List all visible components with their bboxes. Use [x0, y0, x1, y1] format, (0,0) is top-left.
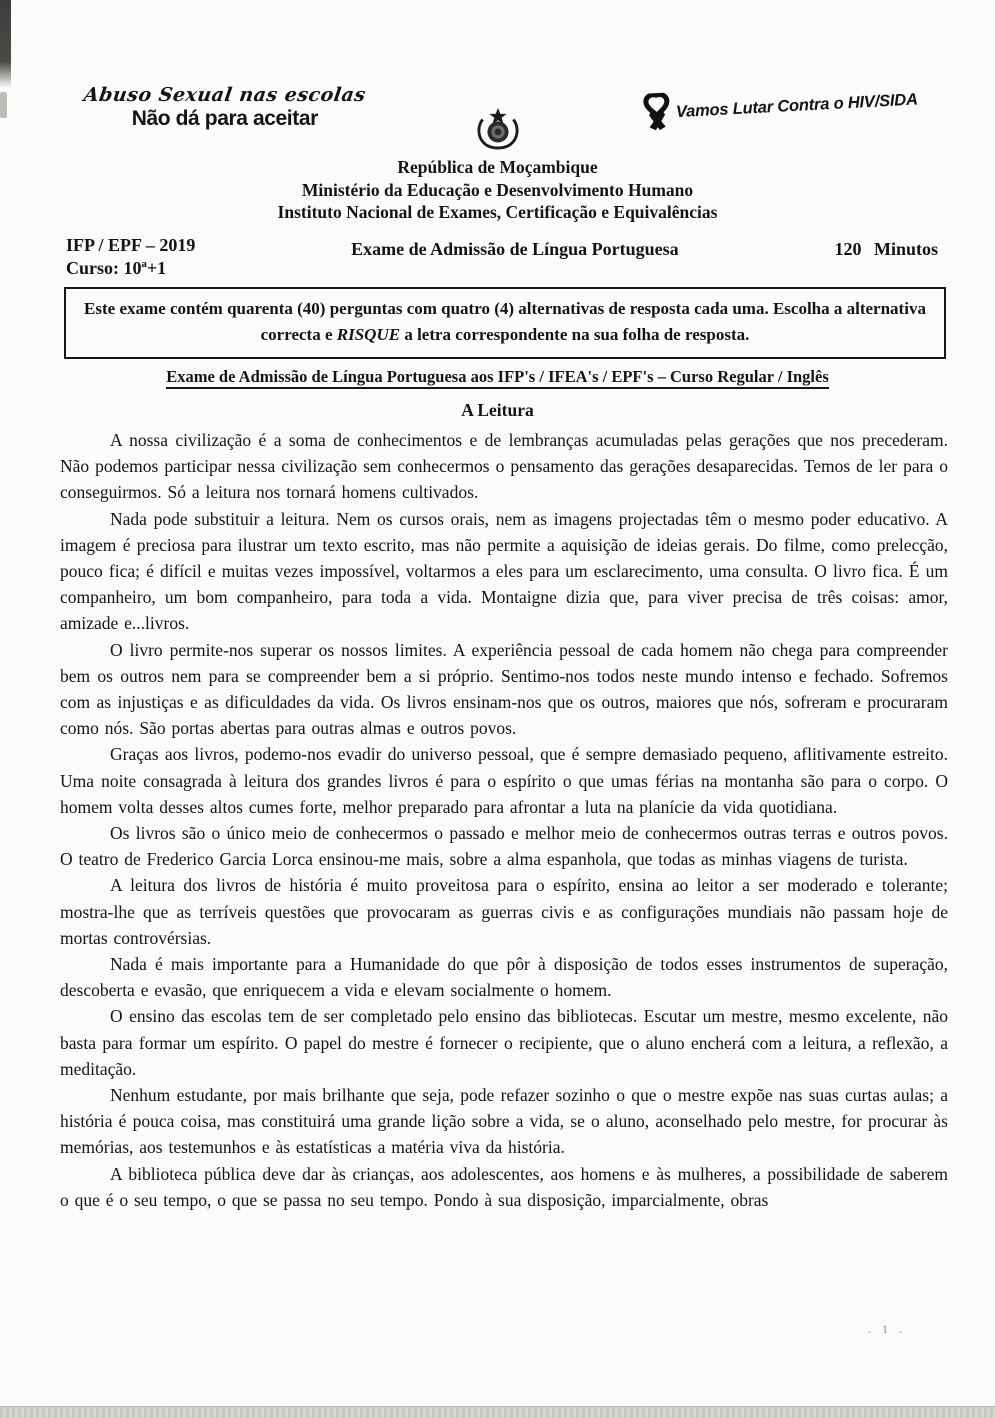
- passage-paragraph: O livro permite-nos superar os nossos limites. A experiência pessoal de cada homem não chega para compreender bem os outros nem para se compreender bem a si próprio. Sentimo-nos todos neste mundo intenso e fechado. Sofremos com as injustiças e as dificuldades da vida. Os livros ensinam-nos que os outros, maiores que nós, sofreram e procuraram como nós. São portas abertas para outras almas e outros povos.: [60, 639, 948, 739]
- passage-paragraph: A biblioteca pública deve dar às crianças, aos adolescentes, aos homens e às mulheres, a possibilidade de saberem o que é o seu tempo, o que se passa no seu tempo. Pondo à sua disposição, imparcialmente, obras: [60, 1163, 948, 1210]
- instruction-box: [64, 287, 946, 359]
- passage-paragraph: A leitura dos livros de história é muito proveitosa para o espírito, ensina ao leitor a ser moderado e tolerante; mostra-lhe que as terríveis questões que provocaram as guerras civis e as configurações mundiais não passam hoje de mortas controvérsias.: [60, 875, 948, 948]
- header-institute: Instituto Nacional de Exames, Certificação e Equivalências: [277, 202, 718, 222]
- passage-paragraph: Os livros são o único meio de conhecermos o passado e melhor meio de conhecermos outras terras e outros povos. O teatro de Frederico Garcia Lorca ensinou-me mais, sobre a alma espanhola, que todas as minhas viagens de turista.: [60, 823, 948, 870]
- exam-duration: 120 Minutos: [834, 239, 938, 259]
- exam-code-block: [66, 234, 195, 280]
- exam-info-row: [66, 234, 938, 280]
- instruction-text-part1: Este exame contém quarenta (40) perguntas com quatro (4) alternativas de resposta cada uma. Escolha a alternativa correcta e: [84, 299, 926, 344]
- instruction-text-part2: a letra correspondente na sua folha de resposta.: [400, 325, 750, 344]
- campaign-abuse-bold-line: Não dá para aceitar: [131, 107, 318, 130]
- passage-paragraph: Graças aos livros, podemo-nos evadir do universo pessoal, que é sempre demasiado pequeno, aflitivamente estreito. Uma noite consagrada à leitura dos grandes livros é para o espírito o que umas férias na montanha são para o corpo. O homem volta desses altos cumes forte, melhor preparado para afrontar a luta na planície da vida quotidiana.: [60, 744, 948, 817]
- passage-paragraph: O ensino das escolas tem de ser completado pelo ensino das bibliotecas. Escutar um mestre, mesmo excelente, não basta para formar um espírito. O papel do mestre é fornecer o recipiente, que o aluno encherá com a leitura, a reflexão, a meditação.: [60, 1006, 948, 1079]
- header-country: República de Moçambique: [397, 157, 598, 177]
- reading-passage: [60, 427, 948, 1213]
- government-header: [0, 156, 995, 224]
- page-marker: . 1 .: [868, 1322, 906, 1336]
- passage-paragraph: Nada é mais importante para a Humanidade do que pôr à disposição de todos esses instrumentos de superação, descoberta e evasão, que enriquecem a vida e elevam socialmente o homem.: [60, 954, 948, 1001]
- section-heading: Exame de Admissão de Língua Portuguesa aos IFP's / IFEA's / EPF's – Curso Regular / Inglês: [0, 367, 995, 387]
- scan-artifact-bottom-edge: [0, 1406, 995, 1418]
- campaign-hiv-label: Vamos Lutar Contra o HIV/SIDA: [675, 89, 919, 121]
- campaign-abuse-script-line: Abuso Sexual nas escolas: [82, 84, 368, 106]
- scan-artifact-left-edge: [0, 0, 11, 88]
- header-ministry: Ministério da Educação e Desenvolvimento Humano: [301, 179, 694, 200]
- passage-paragraph: A nossa civilização é a soma de conhecimentos e de lembranças acumuladas pelas gerações que nos precederam. Não podemos participar nessa civilização sem conhecermos o pensamento das gerações desaparecidas. Temos de ler para o conseguirmos. Só a leitura nos tornará homens cultivados.: [60, 430, 948, 503]
- exam-title: Exame de Admissão de Língua Portuguesa: [351, 239, 679, 259]
- exam-code: IFP / EPF – 2019: [66, 235, 196, 255]
- instruction-emphasis: RISQUE: [336, 325, 401, 344]
- passage-paragraph: Nenhum estudante, por mais brilhante que seja, pode refazer sozinho o que o mestre expõe nas suas curtas aulas; a história é pouca coisa, mas constituirá uma grande lição sobre a vida, se o aluno, aconselhado pelo mestre, for procurar às memórias, aos testemunhos e às estatísticas a matéria viva da história.: [60, 1085, 948, 1158]
- exam-course: Curso: 10ª+1: [66, 258, 167, 278]
- passage-paragraph: Nada pode substituir a leitura. Nem os cursos orais, nem as imagens projectadas têm o mesmo poder educativo. A imagem é preciosa para ilustrar um texto escrito, mas não permite a aquisição de ideias gerais. Do filme, como prelecção, pouco fica; é difícil e muitas vezes impossível, voltarmos a eles para um esclarecimento, uma consulta. O livro fica. É um companheiro, um bom companheiro, para toda a vida. Montaigne dizia que, para viver precisa de três coisas: amor, amizade e...livros.: [60, 508, 948, 634]
- reading-title: A Leitura: [461, 400, 534, 420]
